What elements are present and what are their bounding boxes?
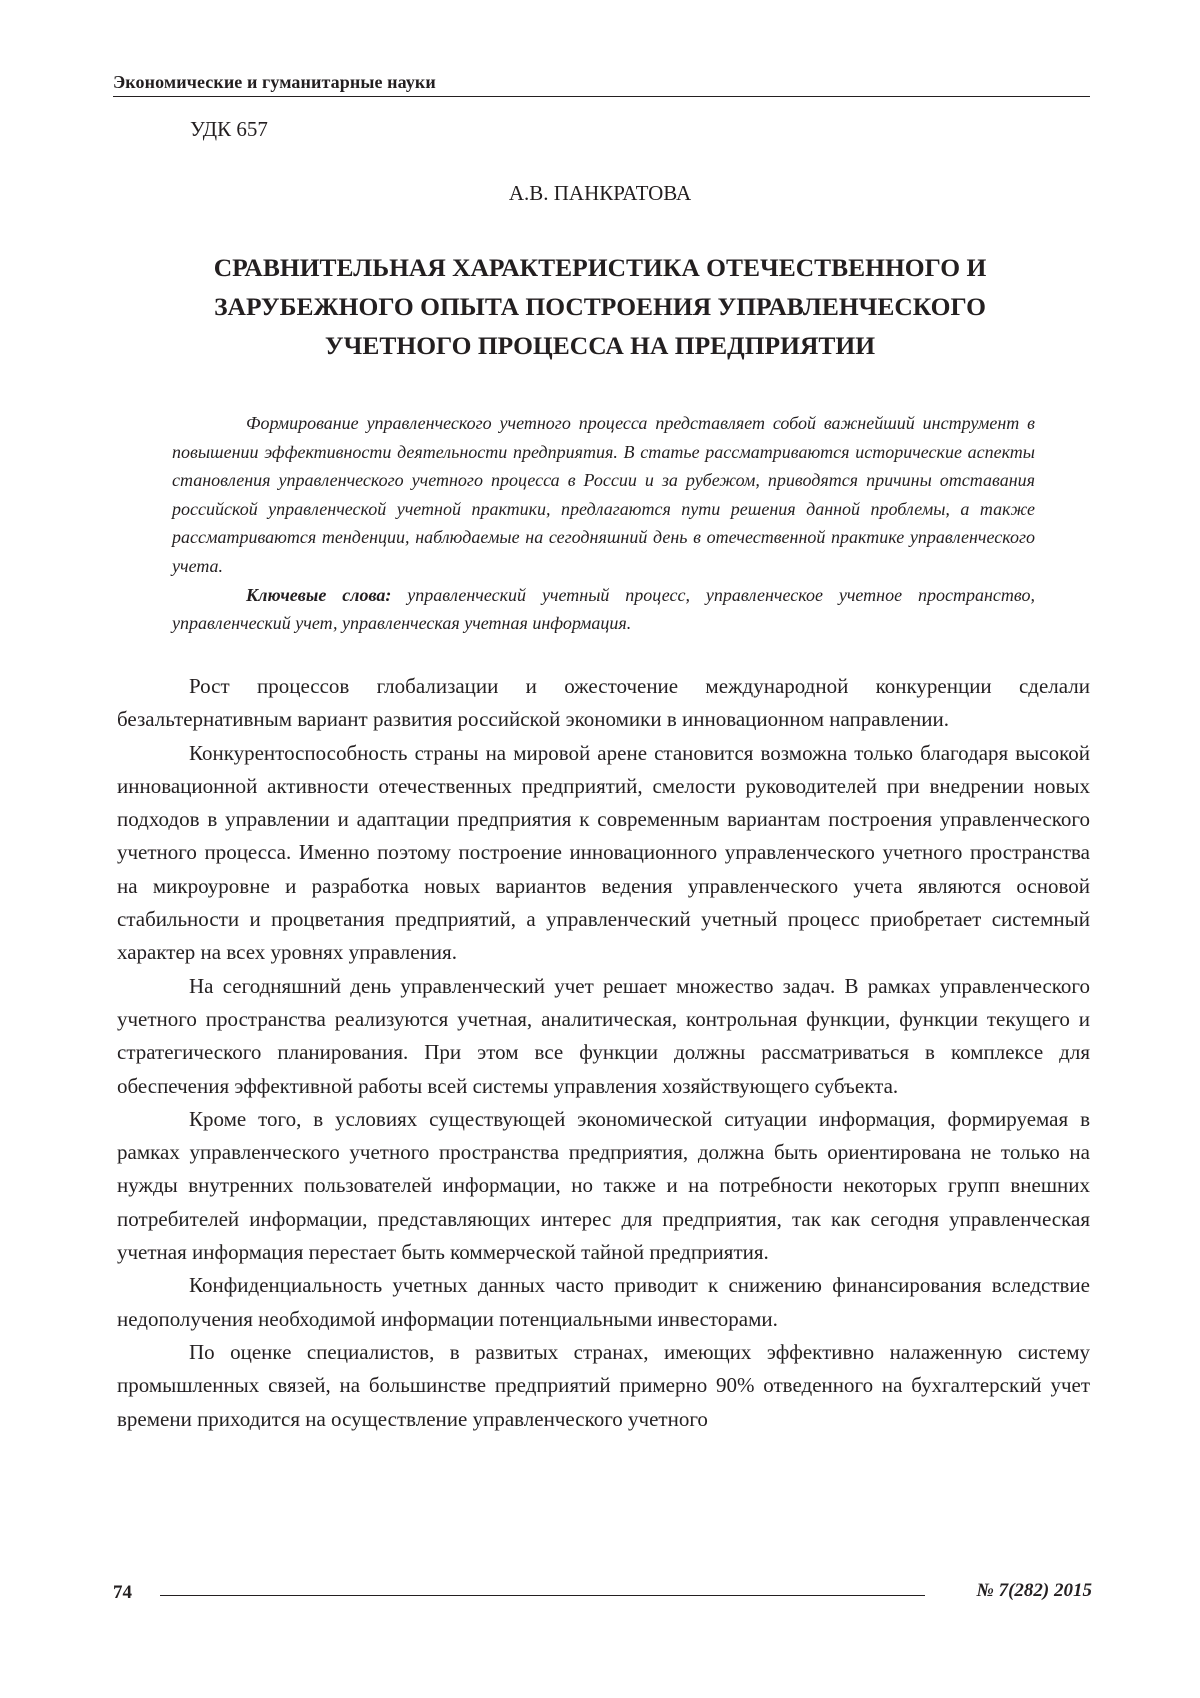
article-title	[100, 248, 1100, 365]
issue-number: № 7(282) 2015	[976, 1580, 1092, 1602]
article-title-line: СРАВНИТЕЛЬНАЯ ХАРАКТЕРИСТИКА ОТЕЧЕСТВЕННОГО И	[100, 248, 1100, 287]
udk-code: УДК 657	[190, 117, 268, 142]
keywords-label: Ключевые слова:	[246, 585, 391, 605]
abstract	[172, 409, 1035, 638]
article-title-line: ЗАРУБЕЖНОГО ОПЫТА ПОСТРОЕНИЯ УПРАВЛЕНЧЕСКОГО	[100, 287, 1100, 326]
journal-section-header: Экономические и гуманитарные науки	[113, 72, 436, 93]
header-rule	[113, 96, 1090, 97]
body-paragraph: Рост процессов глобализации и ожесточение международной конкуренции сделали безальтернативным вариант развития российской экономики в инновационном направлении.	[117, 670, 1090, 737]
body-paragraph: На сегодняшний день управленческий учет решает множество задач. В рамках управленческого учетного пространства реализуются учетная, аналитическая, контрольная функции, функции текущего и стратегического планирования. При этом все функции должны рассматриваться в комплексе для обеспечения эффективной работы всей системы управления хозяйствующего субъекта.	[117, 970, 1090, 1103]
body-paragraph: Кроме того, в условиях существующей экономической ситуации информация, формируемая в рамках управленческого учетного пространства предприятия, должна быть ориентирована не только на нужды внутренних пользователей информации, но также и на потребности некоторых групп внешних потребителей информации, представляющих интерес для предприятия, так как сегодня управленческая учетная информация перестает быть коммерческой тайной предприятия.	[117, 1103, 1090, 1269]
body-paragraph: По оценке специалистов, в развитых странах, имеющих эффективно налаженную систему промышленных связей, на большинстве предприятий примерно 90% отведенного на бухгалтерский учет времени приходится на осуществление управленческого учетного	[117, 1336, 1090, 1436]
abstract-text: Формирование управленческого учетного процесса представляет собой важнейший инструмент в повышении эффективности деятельности предприятия. В статье рассматриваются исторические аспекты становления управленческого учетного процесса в России и за рубежом, приводятся причины отставания российской управленческой учетной практики, предлагаются пути решения данной проблемы, а также рассматриваются тенденции, наблюдаемые на сегодняшний день в отечественной практике управленческого учета.	[172, 409, 1035, 581]
page-number: 74	[113, 1582, 132, 1604]
footer-rule	[160, 1595, 925, 1596]
body-paragraph: Конкурентоспособность страны на мировой арене становится возможна только благодаря высокой инновационной активности отечественных предприятий, смелости руководителей при внедрении новых подходов в управлении и адаптации предприятия к современным вариантам построения управленческого учетного процесса. Именно поэтому построение инновационного управленческого учетного пространства на микроуровне и разработка новых вариантов ведения управленческого учета являются основой стабильности и процветания предприятий, а управленческий учетный процесс приобретает системный характер на всех уровнях управления.	[117, 737, 1090, 970]
author-name: А.В. ПАНКРАТОВА	[0, 181, 1200, 206]
article-title-line: УЧЕТНОГО ПРОЦЕССА НА ПРЕДПРИЯТИИ	[100, 326, 1100, 365]
keywords	[172, 581, 1035, 638]
keywords-list: управленческий учетный процесс, управленческое учетное пространство, управленческий учет, управленческая учетная информация.	[172, 585, 1035, 634]
body-paragraph: Конфиденциальность учетных данных часто приводит к снижению финансирования вследствие недополучения необходимой информации потенциальными инвесторами.	[117, 1269, 1090, 1336]
article-body	[117, 670, 1090, 1436]
